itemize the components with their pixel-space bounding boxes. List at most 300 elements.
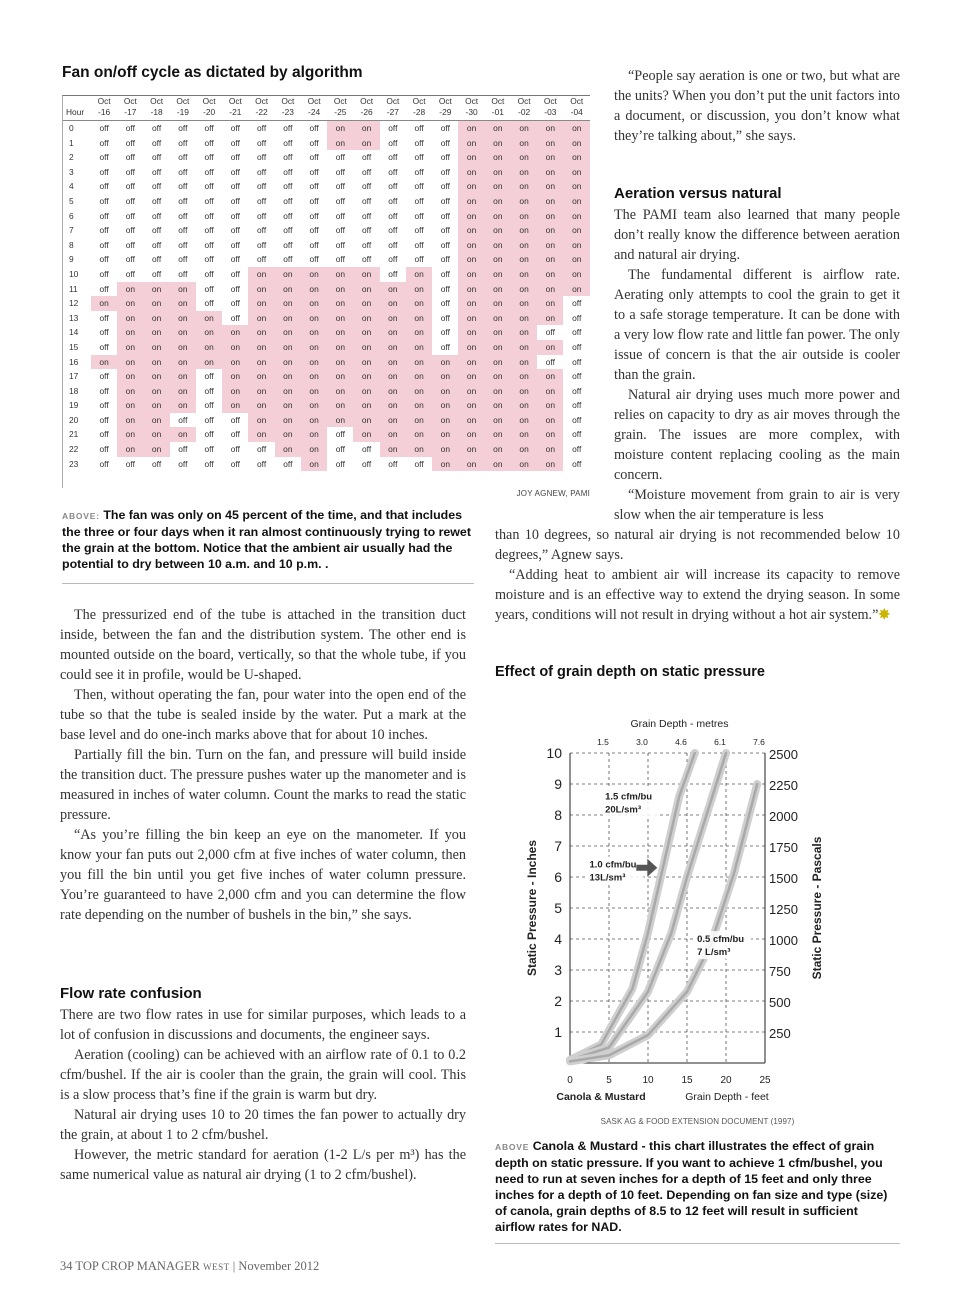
fan-state-cell: on <box>170 311 196 326</box>
fan-state-cell: on <box>537 150 563 165</box>
table-row <box>63 296 590 311</box>
fan-state-cell: off <box>230 414 240 425</box>
fan-state-cell: off <box>388 166 398 177</box>
fan-state-cell: on <box>353 398 379 413</box>
fan-state-cell: off <box>204 385 214 396</box>
fan-state-cell: on <box>327 296 353 311</box>
fan-state-cell: on <box>485 165 511 180</box>
fan-state-cell: off <box>440 268 450 279</box>
fan-state-cell: on <box>563 223 590 238</box>
fan-state-cell: on <box>537 369 563 384</box>
fan-state-cell: on <box>248 413 274 428</box>
fan-state-cell: off <box>125 195 135 206</box>
date-month-header: Oct <box>360 96 374 106</box>
fan-state-cell: off <box>230 123 240 133</box>
fan-state-cell: off <box>440 137 450 148</box>
fan-state-cell: off <box>230 254 240 265</box>
paragraph-text: “Adding heat to ambient air will increase its capacity to remove moisture and is an effective way to extend the drying season. In some years, conditions will not result in drying without a hot air system.” <box>495 567 900 623</box>
fan-state-cell: on <box>275 311 301 326</box>
series-glow <box>570 784 757 1061</box>
date-day-header: -23 <box>275 107 301 121</box>
fan-state-cell: on <box>563 238 590 253</box>
fan-state-cell: off <box>204 283 214 294</box>
fan-state-cell: off <box>204 166 214 177</box>
table-row <box>63 223 590 238</box>
fan-state-cell: off <box>257 123 267 133</box>
fan-state-cell: on <box>327 340 353 355</box>
y2-axis-title: Static Pressure - Pascals <box>810 836 824 980</box>
fan-state-cell: on <box>511 427 537 442</box>
fan-state-cell: on <box>485 384 511 399</box>
fan-state-cell: on <box>511 325 537 340</box>
fan-state-cell: on <box>170 282 196 297</box>
table-row <box>63 209 590 224</box>
fan-state-cell: on <box>248 427 274 442</box>
fan-state-cell: off <box>125 166 135 177</box>
fan-state-cell: off <box>152 268 162 279</box>
fan-state-cell: off <box>283 166 293 177</box>
fan-state-cell: on <box>170 384 196 399</box>
fan-state-cell: off <box>204 371 214 382</box>
fan-state-cell: on <box>511 209 537 224</box>
fan-state-cell: on <box>511 384 537 399</box>
fan-state-cell: on <box>380 325 406 340</box>
fan-state-cell: off <box>178 195 188 206</box>
fan-state-cell: on <box>248 296 274 311</box>
fan-state-cell: off <box>99 239 109 250</box>
fan-state-cell: off <box>99 458 109 469</box>
table-row <box>63 442 590 457</box>
x-tick-label: 25 <box>759 1075 771 1086</box>
fan-state-cell: off <box>178 137 188 148</box>
aeration-body <box>614 205 900 525</box>
fan-state-cell: on <box>327 325 353 340</box>
fan-state-cell: off <box>178 166 188 177</box>
table-row <box>63 427 590 442</box>
fan-state-cell: off <box>335 195 345 206</box>
hour-cell: 2 <box>69 152 74 163</box>
fan-state-cell: on <box>563 209 590 224</box>
fan-state-cell: on <box>380 427 406 442</box>
x2-tick-label: 1.5 <box>597 737 609 747</box>
fan-state-cell: off <box>152 123 162 133</box>
fan-state-cell: on <box>406 355 432 370</box>
fan-state-cell: off <box>283 239 293 250</box>
fan-state-cell: off <box>257 210 267 221</box>
date-month-header: Oct <box>412 96 426 106</box>
fan-state-cell: on <box>406 267 432 282</box>
fan-state-cell: off <box>178 254 188 265</box>
fan-state-cell: on <box>275 442 301 457</box>
date-day-header: -03 <box>537 107 563 121</box>
caption-divider <box>62 583 474 584</box>
date-day-header: -25 <box>327 107 353 121</box>
fan-state-cell: on <box>117 311 143 326</box>
fan-state-cell: on <box>511 252 537 267</box>
date-day-header: -22 <box>248 107 274 121</box>
fan-state-cell: on <box>537 238 563 253</box>
fan-state-cell: off <box>204 239 214 250</box>
fan-state-cell: on <box>537 165 563 180</box>
fan-state-cell: off <box>99 385 109 396</box>
fan-state-cell: off <box>440 195 450 206</box>
caption-label: ABOVE <box>495 1142 530 1152</box>
fan-state-cell: on <box>511 165 537 180</box>
fan-state-cell: off <box>362 254 372 265</box>
fan-state-cell: off <box>178 210 188 221</box>
y2-tick-label: 750 <box>769 964 791 979</box>
fan-state-cell: on <box>222 384 248 399</box>
fan-state-cell: on <box>537 136 563 151</box>
x2-tick-label: 4.6 <box>675 737 687 747</box>
fan-state-cell: off <box>230 312 240 323</box>
fan-state-cell: off <box>178 152 188 163</box>
fan-state-cell: off <box>388 152 398 163</box>
x2-axis-title: Grain Depth - metres <box>630 718 729 730</box>
fan-state-cell: on <box>117 384 143 399</box>
series-label: 1.0 cfm/bu <box>589 859 637 871</box>
fan-state-cell: off <box>572 298 582 309</box>
fan-state-cell: off <box>440 166 450 177</box>
fan-state-cell: on <box>537 457 563 472</box>
magazine-name: TOP CROP MANAGER <box>75 1259 200 1273</box>
fan-state-cell: off <box>283 225 293 236</box>
fan-state-cell: on <box>301 384 327 399</box>
fan-table <box>62 95 590 488</box>
fan-state-cell: off <box>99 225 109 236</box>
fan-state-cell: off <box>230 268 240 279</box>
fan-state-cell: on <box>511 442 537 457</box>
paragraph: “As you’re filling the bin keep an eye on the manometer. If you know your fan puts out 2,000 cfm at five inches of water column, then you fill the bin until you get five inches of water column pressure. You’re guaranteed to have 2,000 cfm and you can determine the flow rate depending on the number of bushels in the bin,” she says. <box>60 827 466 923</box>
paragraph: Natural air drying uses much more power and relies on capacity to dry as air moves through the grain. The issues are more complex, with moisture content replacing cooling as the main concern. <box>614 387 900 483</box>
fan-state-cell: off <box>335 429 345 440</box>
fan-state-cell: on <box>511 311 537 326</box>
fan-state-cell: off <box>335 458 345 469</box>
fan-state-cell: off <box>99 137 109 148</box>
fan-state-cell: on <box>91 296 117 311</box>
fan-state-cell: on <box>301 340 327 355</box>
fan-state-cell: on <box>511 121 537 136</box>
end-mark-icon: ✸ <box>878 607 891 623</box>
fan-state-cell: on <box>275 398 301 413</box>
date-month-header: Oct <box>438 96 452 106</box>
fan-state-cell: on <box>458 238 484 253</box>
fan-state-cell: off <box>309 123 319 133</box>
hour-cell: 0 <box>69 123 74 133</box>
fan-state-cell: off <box>388 225 398 236</box>
fan-state-cell: on <box>485 223 511 238</box>
fan-state-cell: off <box>152 239 162 250</box>
fan-state-cell: on <box>353 413 379 428</box>
series-label: 1.5 cfm/bu <box>605 791 653 803</box>
fan-state-cell: off <box>257 458 267 469</box>
fan-state-cell: on <box>301 398 327 413</box>
fan-state-cell: on <box>380 282 406 297</box>
hour-cell: 5 <box>69 195 74 206</box>
series-label-metric: 20L/sm³ <box>605 804 642 816</box>
fan-state-cell: on <box>406 384 432 399</box>
fan-state-cell: on <box>353 369 379 384</box>
fan-state-cell: off <box>204 400 214 411</box>
fan-state-cell: on <box>327 369 353 384</box>
section-heading-aeration: Aeration versus natural <box>614 185 782 202</box>
fan-state-cell: off <box>414 137 424 148</box>
y-tick-label: 9 <box>554 776 562 792</box>
fan-state-cell: on <box>406 340 432 355</box>
fan-state-cell: off <box>257 239 267 250</box>
fan-state-cell: on <box>196 340 222 355</box>
fan-state-cell: on <box>353 296 379 311</box>
flow-rate-body <box>60 1005 466 1185</box>
fan-state-cell: on <box>275 296 301 311</box>
fan-state-cell: off <box>99 444 109 455</box>
fan-state-cell: off <box>362 225 372 236</box>
fan-on-off-table <box>63 96 590 471</box>
fan-state-cell: on <box>117 355 143 370</box>
fan-state-cell: on <box>222 325 248 340</box>
x-tick-label: 20 <box>720 1075 732 1086</box>
fan-state-cell: off <box>125 137 135 148</box>
fan-state-cell: on <box>248 384 274 399</box>
date-day-header: -29 <box>432 107 458 121</box>
fan-state-cell: off <box>572 327 582 338</box>
fan-state-cell: off <box>125 458 135 469</box>
date-month-header: Oct <box>281 96 295 106</box>
hour-cell: 18 <box>69 385 79 396</box>
fan-state-cell: on <box>275 413 301 428</box>
fan-state-cell: on <box>406 325 432 340</box>
fan-state-cell: off <box>230 298 240 309</box>
table-row <box>63 340 590 355</box>
fan-state-cell: off <box>257 137 267 148</box>
fan-state-cell: on <box>485 282 511 297</box>
x-tick-label: 15 <box>681 1075 693 1086</box>
fan-state-cell: off <box>230 429 240 440</box>
series-label: 0.5 cfm/bu <box>697 934 745 946</box>
fan-state-cell: off <box>99 312 109 323</box>
y-tick-label: 5 <box>554 900 562 916</box>
fan-state-cell: off <box>125 254 135 265</box>
y-axis-title: Static Pressure - Inches <box>525 839 539 977</box>
fan-state-cell: off <box>335 239 345 250</box>
fan-state-cell: on <box>170 325 196 340</box>
fan-state-cell: on <box>170 340 196 355</box>
date-month-header: Oct <box>386 96 400 106</box>
fan-state-cell: on <box>353 121 379 136</box>
fan-state-cell: off <box>335 444 345 455</box>
fan-state-cell: off <box>335 181 345 192</box>
fan-state-cell: on <box>117 340 143 355</box>
table-row <box>63 384 590 399</box>
fan-state-cell: off <box>362 181 372 192</box>
fan-state-cell: on <box>327 282 353 297</box>
fan-state-cell: on <box>301 442 327 457</box>
fan-state-cell: on <box>511 282 537 297</box>
fan-state-cell: off <box>362 239 372 250</box>
fan-state-cell: on <box>301 355 327 370</box>
fan-state-cell: on <box>511 398 537 413</box>
fan-state-cell: off <box>204 444 214 455</box>
fan-state-cell: on <box>275 369 301 384</box>
fan-state-cell: on <box>563 165 590 180</box>
y2-tick-label: 1250 <box>769 902 798 917</box>
fan-state-cell: on <box>537 121 563 136</box>
fan-state-cell: off <box>99 429 109 440</box>
fan-state-cell: off <box>99 152 109 163</box>
date-month-header: Oct <box>255 96 269 106</box>
fan-state-cell: on <box>275 325 301 340</box>
fan-state-cell: on <box>143 442 169 457</box>
fan-state-cell: off <box>99 181 109 192</box>
fan-state-cell: on <box>458 340 484 355</box>
fan-state-cell: off <box>99 414 109 425</box>
paragraph <box>495 565 900 625</box>
fan-state-cell: off <box>178 268 188 279</box>
fan-state-cell: off <box>178 225 188 236</box>
fan-state-cell: off <box>388 210 398 221</box>
fan-state-cell: on <box>458 150 484 165</box>
fan-state-cell: off <box>414 181 424 192</box>
fan-state-cell: off <box>283 181 293 192</box>
fan-state-cell: on <box>117 413 143 428</box>
fan-state-cell: off <box>230 225 240 236</box>
hour-cell: 3 <box>69 166 74 177</box>
fan-state-cell: on <box>485 296 511 311</box>
fan-state-cell: on <box>511 267 537 282</box>
date-day-header: -19 <box>170 107 196 121</box>
fan-state-cell: on <box>458 282 484 297</box>
fan-state-cell: on <box>117 369 143 384</box>
fan-state-cell: on <box>170 398 196 413</box>
fan-state-cell: on <box>248 325 274 340</box>
fan-state-cell: off <box>125 210 135 221</box>
fan-state-cell: on <box>458 398 484 413</box>
fan-state-cell: off <box>572 429 582 440</box>
fan-state-cell: off <box>125 123 135 133</box>
hour-cell: 13 <box>69 312 79 323</box>
fan-state-cell: on <box>380 384 406 399</box>
fan-state-cell: on <box>485 121 511 136</box>
fan-state-cell: off <box>283 210 293 221</box>
fan-state-cell: off <box>572 341 582 352</box>
fan-state-cell: off <box>572 458 582 469</box>
fan-state-cell: off <box>230 444 240 455</box>
fan-state-cell: off <box>125 268 135 279</box>
fan-state-cell: off <box>414 225 424 236</box>
fan-state-cell: off <box>204 298 214 309</box>
paragraph: Natural air drying uses 10 to 20 times the fan power to actually dry the grain, at about 1 to 2 cfm/bushel. <box>60 1107 466 1143</box>
fan-state-cell: on <box>301 369 327 384</box>
y2-tick-label: 500 <box>769 995 791 1010</box>
series-label-metric: 13L/sm³ <box>589 872 626 884</box>
fan-state-cell: on <box>485 457 511 472</box>
fan-state-cell: on <box>537 296 563 311</box>
x2-tick-label: 3.0 <box>636 737 648 747</box>
fan-state-cell: off <box>152 225 162 236</box>
paragraph: There are two flow rates in use for similar purposes, which leads to a lot of confusion in discussions and documents, the engineer says. <box>60 1007 466 1043</box>
fan-state-cell: off <box>309 195 319 206</box>
fan-state-cell: off <box>230 181 240 192</box>
fan-state-cell: on <box>248 282 274 297</box>
fan-state-cell: off <box>572 356 582 367</box>
fan-state-cell: off <box>99 195 109 206</box>
static-pressure-chart <box>495 708 900 1113</box>
fan-state-cell: off <box>152 254 162 265</box>
fan-state-cell: on <box>170 296 196 311</box>
fan-state-cell: off <box>99 254 109 265</box>
fan-state-cell: on <box>275 427 301 442</box>
fan-state-cell: on <box>222 398 248 413</box>
fan-state-cell: off <box>152 458 162 469</box>
date-day-header: -16 <box>91 107 117 121</box>
fan-state-cell: on <box>485 252 511 267</box>
fan-state-cell: on <box>537 194 563 209</box>
fan-state-cell: on <box>143 398 169 413</box>
fan-state-cell: on <box>353 267 379 282</box>
fan-state-cell: on <box>485 136 511 151</box>
fan-state-cell: on <box>117 325 143 340</box>
fan-state-cell: on <box>406 413 432 428</box>
fan-state-cell: off <box>572 371 582 382</box>
fan-state-cell: on <box>301 311 327 326</box>
fan-state-cell: off <box>309 225 319 236</box>
fan-state-cell: on <box>248 355 274 370</box>
fan-state-cell: off <box>125 225 135 236</box>
right-column-top <box>614 66 900 146</box>
fan-state-cell: off <box>440 341 450 352</box>
fan-state-cell: off <box>362 210 372 221</box>
table-row <box>63 194 590 209</box>
crop-label: Canola & Mustard <box>556 1091 646 1103</box>
fan-state-cell: off <box>257 254 267 265</box>
fan-state-cell: off <box>152 166 162 177</box>
fan-state-cell: on <box>458 136 484 151</box>
fan-state-cell: off <box>230 210 240 221</box>
fan-state-cell: on <box>143 296 169 311</box>
hour-cell: 20 <box>69 414 79 425</box>
fan-state-cell: on <box>511 194 537 209</box>
fan-state-cell: on <box>458 355 484 370</box>
table-row <box>63 238 590 253</box>
date-day-header: -18 <box>143 107 169 121</box>
fan-state-cell: on <box>537 413 563 428</box>
fan-state-cell: on <box>432 413 458 428</box>
fan-state-cell: on <box>170 427 196 442</box>
fan-state-cell: off <box>414 152 424 163</box>
fan-state-cell: on <box>222 340 248 355</box>
hour-cell: 22 <box>69 444 79 455</box>
y-tick-label: 1 <box>554 1024 562 1040</box>
fan-state-cell: off <box>99 268 109 279</box>
fan-state-cell: on <box>91 355 117 370</box>
fan-state-cell: on <box>143 325 169 340</box>
fan-state-cell: off <box>388 123 398 133</box>
fan-state-cell: off <box>178 414 188 425</box>
fan-state-cell: on <box>458 369 484 384</box>
fan-state-cell: off <box>572 312 582 323</box>
y2-tick-label: 2000 <box>769 809 798 824</box>
fan-state-cell: on <box>353 427 379 442</box>
hour-cell: 10 <box>69 268 79 279</box>
fan-state-cell: on <box>485 369 511 384</box>
date-day-header: -20 <box>196 107 222 121</box>
fan-state-cell: on <box>327 398 353 413</box>
fan-state-cell: on <box>143 427 169 442</box>
fan-state-cell: off <box>440 327 450 338</box>
fan-state-cell: on <box>485 311 511 326</box>
fan-state-cell: on <box>406 282 432 297</box>
fan-state-cell: off <box>257 195 267 206</box>
